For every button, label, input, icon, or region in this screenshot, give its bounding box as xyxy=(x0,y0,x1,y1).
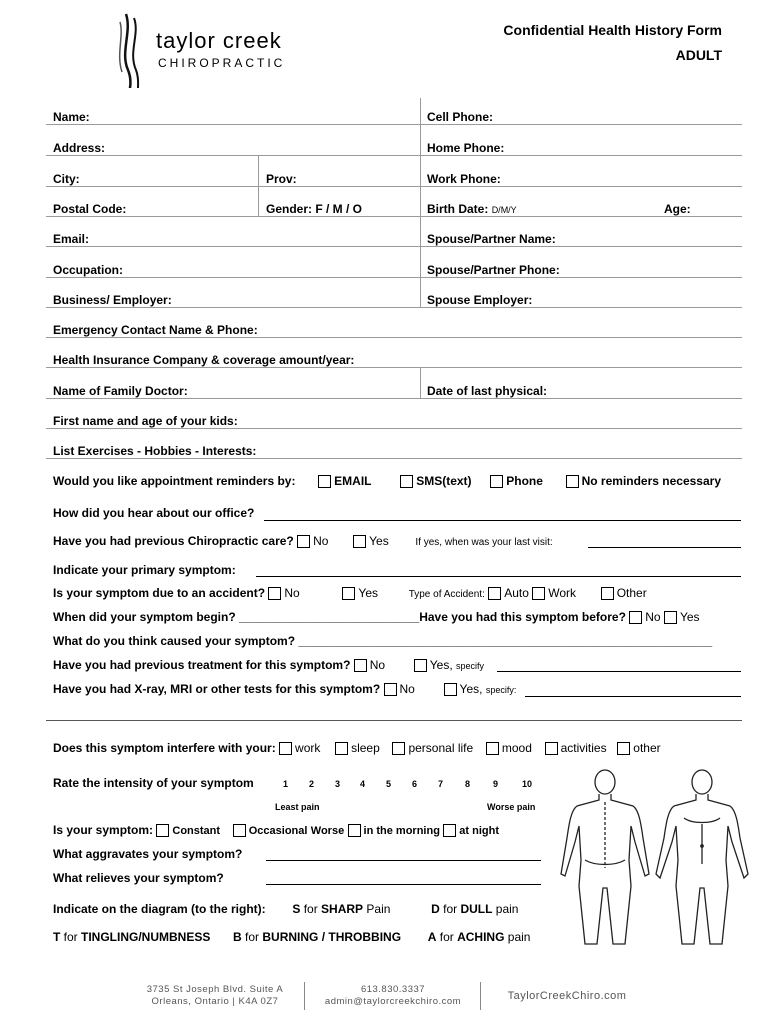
xray-row xyxy=(53,682,516,696)
postal-code-label[interactable]: Postal Code: xyxy=(53,202,127,216)
worse-label: Worse xyxy=(310,825,345,837)
cause-question[interactable]: What do you think caused your symptom? ______________________________________________________________ xyxy=(53,634,713,648)
footer-contact xyxy=(310,984,476,1008)
rate-worse-label: Worse pain xyxy=(487,802,536,812)
section-divider xyxy=(46,720,742,721)
rate-number-5[interactable]: 5 xyxy=(386,779,392,789)
prev-chiro-last-visit-label: If yes, when was your last visit: xyxy=(415,537,553,548)
symptom-begin-row xyxy=(53,610,700,624)
reminders-row xyxy=(53,474,721,488)
morning-label: in the morning xyxy=(363,825,440,837)
xray-yes-checkbox[interactable] xyxy=(444,683,457,696)
spouse-phone-label[interactable]: Spouse/Partner Phone: xyxy=(427,263,560,277)
symptom-before-no-label: No xyxy=(645,610,661,624)
spine-logo-icon xyxy=(112,12,148,90)
interfere-sleep-label: sleep xyxy=(351,741,380,755)
prov-label[interactable]: Prov: xyxy=(266,172,297,186)
diagram-instruction: Indicate on the diagram (to the right): xyxy=(53,902,266,916)
interfere-row xyxy=(53,741,661,755)
occasional-checkbox[interactable] xyxy=(233,824,246,837)
diagram-legend-row1: Indicate on the diagram (to the right): S for SHARP Pain D for DULL pain xyxy=(53,902,519,916)
prev-chiro-question: Have you had previous Chiropractic care? xyxy=(53,534,294,548)
treatment-yes-checkbox[interactable] xyxy=(414,659,427,672)
logo xyxy=(112,12,302,92)
constant-checkbox[interactable] xyxy=(156,824,169,837)
rate-number-3[interactable]: 3 xyxy=(335,779,341,789)
accident-no-label: No xyxy=(284,586,300,600)
xray-specify-line[interactable] xyxy=(525,696,741,697)
home-phone-label[interactable]: Home Phone: xyxy=(427,141,505,155)
insurance-label[interactable]: Health Insurance Company & coverage amount/year: xyxy=(53,353,355,367)
is-symptom-row xyxy=(53,823,499,837)
age-label[interactable]: Age: xyxy=(664,202,691,216)
accident-auto-checkbox[interactable] xyxy=(488,587,501,600)
rate-number-10[interactable]: 10 xyxy=(522,779,533,789)
aggravates-question: What aggravates your symptom? xyxy=(53,847,243,861)
rate-number-7[interactable]: 7 xyxy=(438,779,444,789)
symptom-before-no-checkbox[interactable] xyxy=(629,611,642,624)
night-checkbox[interactable] xyxy=(443,824,456,837)
rate-question: Rate the intensity of your symptom xyxy=(53,776,254,790)
footer-phone[interactable]: 613.830.3337 xyxy=(360,984,426,995)
accident-no-checkbox[interactable] xyxy=(268,587,281,600)
rate-number-1[interactable]: 1 xyxy=(283,779,289,789)
reminder-sms-checkbox[interactable] xyxy=(400,475,413,488)
spouse-employer-label[interactable]: Spouse Employer: xyxy=(427,293,533,307)
prev-chiro-yes-checkbox[interactable] xyxy=(353,535,366,548)
rate-number-4[interactable]: 4 xyxy=(360,779,366,789)
accident-work-checkbox[interactable] xyxy=(532,587,545,600)
reminder-email-label: EMAIL xyxy=(334,474,372,488)
treatment-yes-label: Yes, xyxy=(429,658,453,672)
name-label[interactable]: Name: xyxy=(53,110,90,124)
relieves-question: What relieves your symptom? xyxy=(53,871,224,885)
email-label[interactable]: Email: xyxy=(53,232,90,246)
interfere-other-checkbox[interactable] xyxy=(617,742,630,755)
prev-chiro-no-checkbox[interactable] xyxy=(297,535,310,548)
reminder-phone-checkbox[interactable] xyxy=(490,475,503,488)
interfere-work-label: work xyxy=(295,741,321,755)
relieves-line[interactable] xyxy=(266,884,541,885)
accident-yes-checkbox[interactable] xyxy=(342,587,355,600)
emergency-contact-label[interactable]: Emergency Contact Name & Phone: xyxy=(53,323,258,337)
accident-row xyxy=(53,586,647,600)
primary-symptom-question: Indicate your primary symptom: xyxy=(53,563,236,577)
reminder-phone-label: Phone xyxy=(506,474,543,488)
work-phone-label[interactable]: Work Phone: xyxy=(427,172,501,186)
accident-type-label: Type of Accident: xyxy=(408,589,485,600)
footer-email[interactable]: admin@taylorcreekchiro.com xyxy=(324,996,462,1007)
footer-address: 3735 St Joseph Blvd. Suite A Orleans, Ontario | K4A 0Z7 xyxy=(146,984,284,1007)
primary-symptom-line[interactable] xyxy=(256,576,741,577)
treatment-specify-line[interactable] xyxy=(497,671,741,672)
diagram-legend-row2: T for TINGLING/NUMBNESS B for BURNING / THROBBING A for ACHING pain xyxy=(53,930,531,944)
city-label[interactable]: City: xyxy=(53,172,80,186)
spouse-name-label[interactable]: Spouse/Partner Name: xyxy=(427,232,556,246)
morning-checkbox[interactable] xyxy=(348,824,361,837)
accident-question: Is your symptom due to an accident? xyxy=(53,586,266,600)
interfere-personal-checkbox[interactable] xyxy=(392,742,405,755)
rate-least-label: Least pain xyxy=(275,802,320,812)
treatment-specify-label: specify xyxy=(456,661,485,671)
interfere-question: Does this symptom interfere with your: xyxy=(53,741,276,755)
constant-label: Constant xyxy=(172,825,221,837)
xray-question: Have you had X-ray, MRI or other tests for this symptom? xyxy=(53,682,381,696)
rate-number-8[interactable]: 8 xyxy=(465,779,471,789)
interfere-sleep-checkbox[interactable] xyxy=(335,742,348,755)
treatment-question: Have you had previous treatment for this symptom? xyxy=(53,658,351,672)
reminder-none-label: No reminders necessary xyxy=(581,474,721,488)
reminder-email-checkbox[interactable] xyxy=(318,475,331,488)
cell-phone-label[interactable]: Cell Phone: xyxy=(427,110,494,124)
interfere-work-checkbox[interactable] xyxy=(279,742,292,755)
logo-name: taylor creek xyxy=(156,28,282,53)
logo-sub: CHIROPRACTIC xyxy=(158,56,286,70)
form-title: Confidential Health History Form xyxy=(503,22,722,38)
prev-chiro-row xyxy=(53,534,553,548)
symptom-before-question: Have you had this symptom before? xyxy=(419,610,626,624)
treatment-row xyxy=(53,658,484,672)
kids-label[interactable]: First name and age of your kids: xyxy=(53,414,238,428)
rate-number-2[interactable]: 2 xyxy=(309,779,315,789)
hear-question: How did you hear about our office? xyxy=(53,506,255,520)
symptom-begin-question[interactable]: When did your symptom begin? ___________________________ xyxy=(53,610,420,624)
body-diagram-back-icon[interactable] xyxy=(555,768,655,946)
prev-chiro-yes-label: Yes xyxy=(369,534,389,548)
accident-other-checkbox[interactable] xyxy=(601,587,614,600)
symptom-before-yes-label: Yes xyxy=(679,610,700,624)
interfere-mood-label: mood xyxy=(501,741,532,755)
interfere-activities-label: activities xyxy=(560,741,607,755)
xray-specify-label: specify: xyxy=(485,685,517,695)
prev-chiro-no-label: No xyxy=(313,534,329,548)
occasional-label: Occasional xyxy=(248,825,308,837)
body-diagram-front-icon[interactable] xyxy=(652,768,752,946)
interfere-other-label: other xyxy=(633,741,661,755)
accident-other-label: Other xyxy=(616,586,647,600)
treatment-no-checkbox[interactable] xyxy=(354,659,367,672)
interfere-activities-checkbox[interactable] xyxy=(545,742,558,755)
occupation-label[interactable]: Occupation: xyxy=(53,263,124,277)
reminder-none-checkbox[interactable] xyxy=(566,475,579,488)
family-doctor-label[interactable]: Name of Family Doctor: xyxy=(53,384,188,398)
last-visit-line[interactable] xyxy=(588,547,741,548)
symptom-before-yes-checkbox[interactable] xyxy=(664,611,677,624)
gender-label[interactable]: Gender: F / M / O xyxy=(266,202,363,216)
interfere-personal-label: personal life xyxy=(408,741,474,755)
xray-no-label: No xyxy=(399,682,415,696)
accident-yes-label: Yes xyxy=(358,586,378,600)
rate-number-6[interactable]: 6 xyxy=(412,779,418,789)
aggravates-line[interactable] xyxy=(266,860,541,861)
xray-yes-label: Yes, xyxy=(459,682,483,696)
rate-number-9[interactable]: 9 xyxy=(493,779,499,789)
accident-work-label: Work xyxy=(548,586,577,600)
accident-auto-label: Auto xyxy=(504,586,529,600)
interfere-mood-checkbox[interactable] xyxy=(486,742,499,755)
hear-answer-line[interactable] xyxy=(264,520,741,521)
birth-date-format: D/M/Y xyxy=(491,205,517,215)
business-label[interactable]: Business/ Employer: xyxy=(53,293,172,307)
birth-date-label[interactable]: Birth Date: D/M/Y xyxy=(427,202,517,216)
reminder-sms-label: SMS(text) xyxy=(416,474,472,488)
address-label[interactable]: Address: xyxy=(53,141,106,155)
reminders-question: Would you like appointment reminders by: xyxy=(53,474,296,488)
treatment-no-label: No xyxy=(369,658,386,672)
exercises-label[interactable]: List Exercises - Hobbies - Interests: xyxy=(53,444,257,458)
is-symptom-question: Is your symptom: xyxy=(53,823,154,837)
form-subtitle: ADULT xyxy=(675,47,722,63)
last-physical-label[interactable]: Date of last physical: xyxy=(427,384,548,398)
footer-website[interactable]: TaylorCreekChiro.com xyxy=(507,990,627,1002)
xray-no-checkbox[interactable] xyxy=(384,683,397,696)
night-label: at night xyxy=(459,825,499,837)
